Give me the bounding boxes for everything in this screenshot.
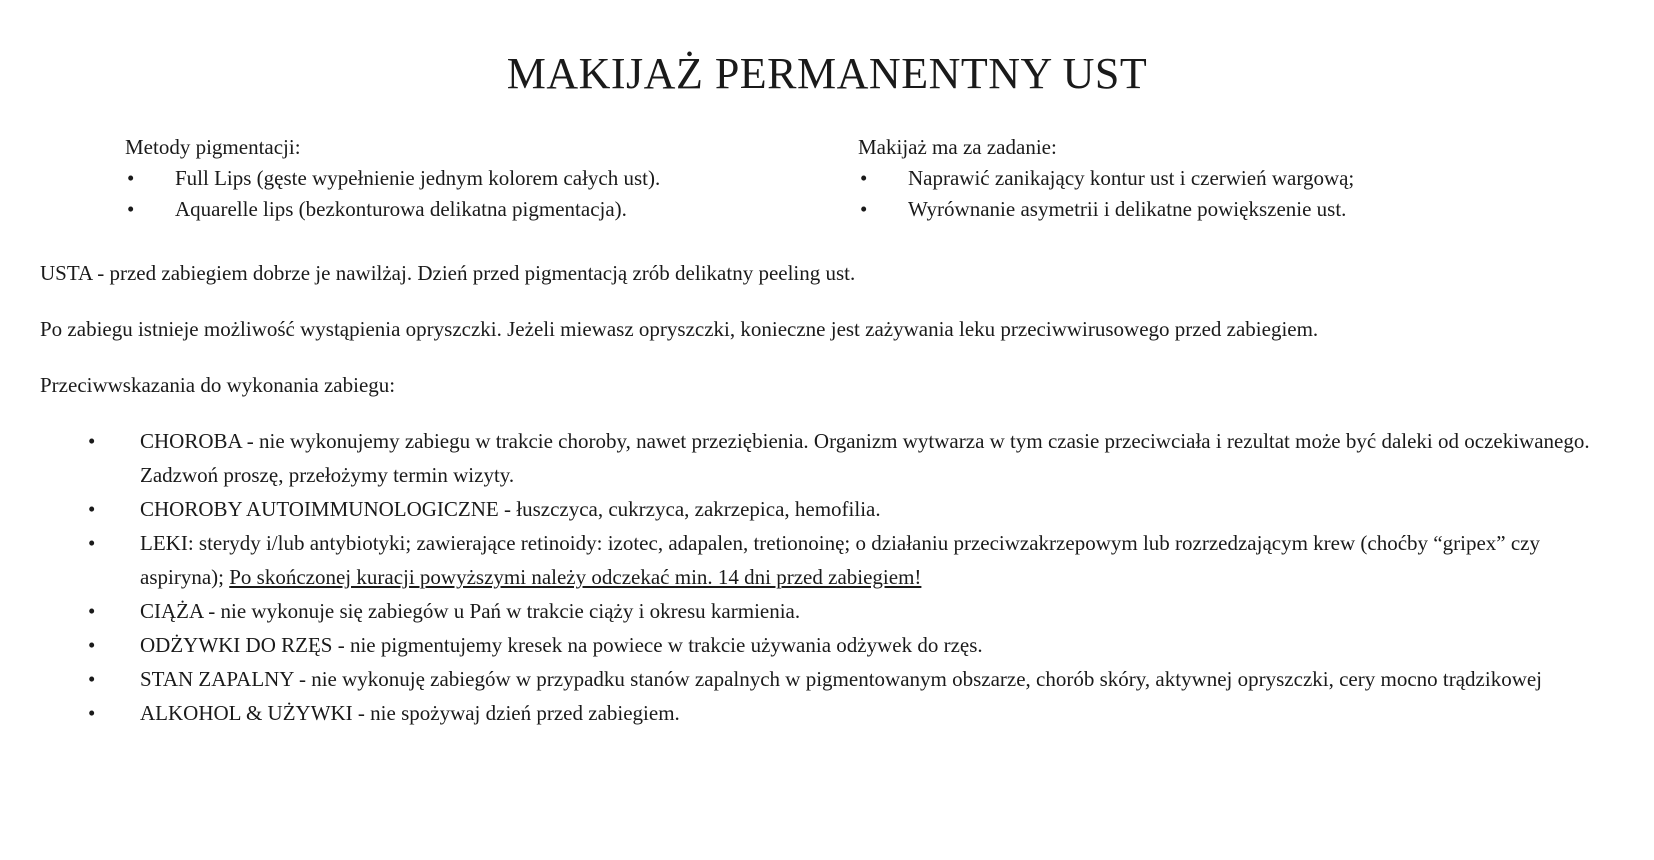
methods-heading: Metody pigmentacji: [125, 135, 301, 159]
method-full-lips: Full Lips (gęste wypełnienie jednym kolorem całych ust). [175, 166, 661, 190]
list-item [40, 662, 1620, 696]
list-item [125, 194, 785, 225]
list-item [858, 194, 1598, 225]
list-item [40, 424, 1620, 492]
bullet-icon: • [88, 667, 96, 691]
contra-leki: LEKI: sterydy i/lub antybiotyki; zawierające retinoidy: izotec, adapalen, tretionoinę; o działaniu przeciwzakrzepowym lub rozrzedzającym krew (choćby “gripex” czy aspiryna); [140, 531, 1540, 589]
contra-ciaza: CIĄŻA - nie wykonuje się zabiegów u Pań w trakcie ciąży i okresu karmienia. [140, 599, 801, 623]
bullet-icon: • [88, 599, 96, 623]
bullet-icon: • [88, 701, 96, 725]
methods-section [125, 132, 785, 225]
opryszczka-paragraph: Po zabiegu istnieje możliwość wystąpienia opryszczki. Jeżeli miewasz opryszczki, konieczne jest zażywania leku przeciwwirusowego przed zabiegiem. [40, 317, 1319, 341]
purpose-item-contour: Naprawić zanikający kontur ust i czerwień wargową; [908, 166, 1355, 190]
list-item [40, 492, 1620, 526]
method-aquarelle-lips: Aquarelle lips (bezkonturowa delikatna pigmentacja). [175, 197, 627, 221]
purpose-section [858, 132, 1598, 225]
contra-odzywki: ODŻYWKI DO RZĘS - nie pigmentujemy kresek na powiece w trakcie używania odżywek do rzęs. [140, 633, 983, 657]
bullet-icon: • [127, 166, 135, 190]
bullet-icon: • [88, 531, 96, 555]
bullet-icon: • [860, 166, 868, 190]
purpose-list [858, 163, 1598, 225]
page-title: MAKIJAŻ PERMANENTNY UST [506, 49, 1148, 98]
methods-list [125, 163, 785, 225]
contraindications-list [40, 424, 1620, 730]
list-item [125, 163, 785, 194]
contra-choroba: CHOROBA - nie wykonujemy zabiegu w trakcie choroby, nawet przeziębienia. Organizm wytwarza w tym czasie przeciwciała i rezultat może być daleki od oczekiwanego. Zadzwoń proszę, przełożymy termin wizyty. [140, 429, 1590, 487]
list-item [40, 696, 1620, 730]
bullet-icon: • [127, 197, 135, 221]
contra-alkohol: ALKOHOL & UŻYWKI - nie spożywaj dzień przed zabiegiem. [140, 701, 680, 725]
bullet-icon: • [88, 429, 96, 453]
list-item [40, 526, 1620, 594]
list-item [40, 628, 1620, 662]
bullet-icon: • [88, 497, 96, 521]
contra-autoimmuno: CHOROBY AUTOIMMUNOLOGICZNE - łuszczyca, cukrzyca, zakrzepica, hemofilia. [140, 497, 881, 521]
contra-leki-warning: Po skończonej kuracji powyższymi należy odczekać min. 14 dni przed zabiegiem! [229, 565, 922, 589]
list-item [858, 163, 1598, 194]
bullet-icon: • [88, 633, 96, 657]
list-item [40, 594, 1620, 628]
bullet-icon: • [860, 197, 868, 221]
purpose-item-asymmetry: Wyrównanie asymetrii i delikatne powiększenie ust. [908, 197, 1347, 221]
usta-paragraph: USTA - przed zabiegiem dobrze je nawilżaj. Dzień przed pigmentacją zrób delikatny peeling ust. [40, 261, 856, 285]
purpose-heading: Makijaż ma za zadanie: [858, 135, 1057, 159]
contraindications-heading: Przeciwwskazania do wykonania zabiegu: [40, 373, 396, 397]
contra-stan-zapalny: STAN ZAPALNY - nie wykonuję zabiegów w przypadku stanów zapalnych w pigmentowanym obszarze, chorób skóry, aktywnej opryszczki, cery mocno trądzikowej [140, 667, 1543, 691]
